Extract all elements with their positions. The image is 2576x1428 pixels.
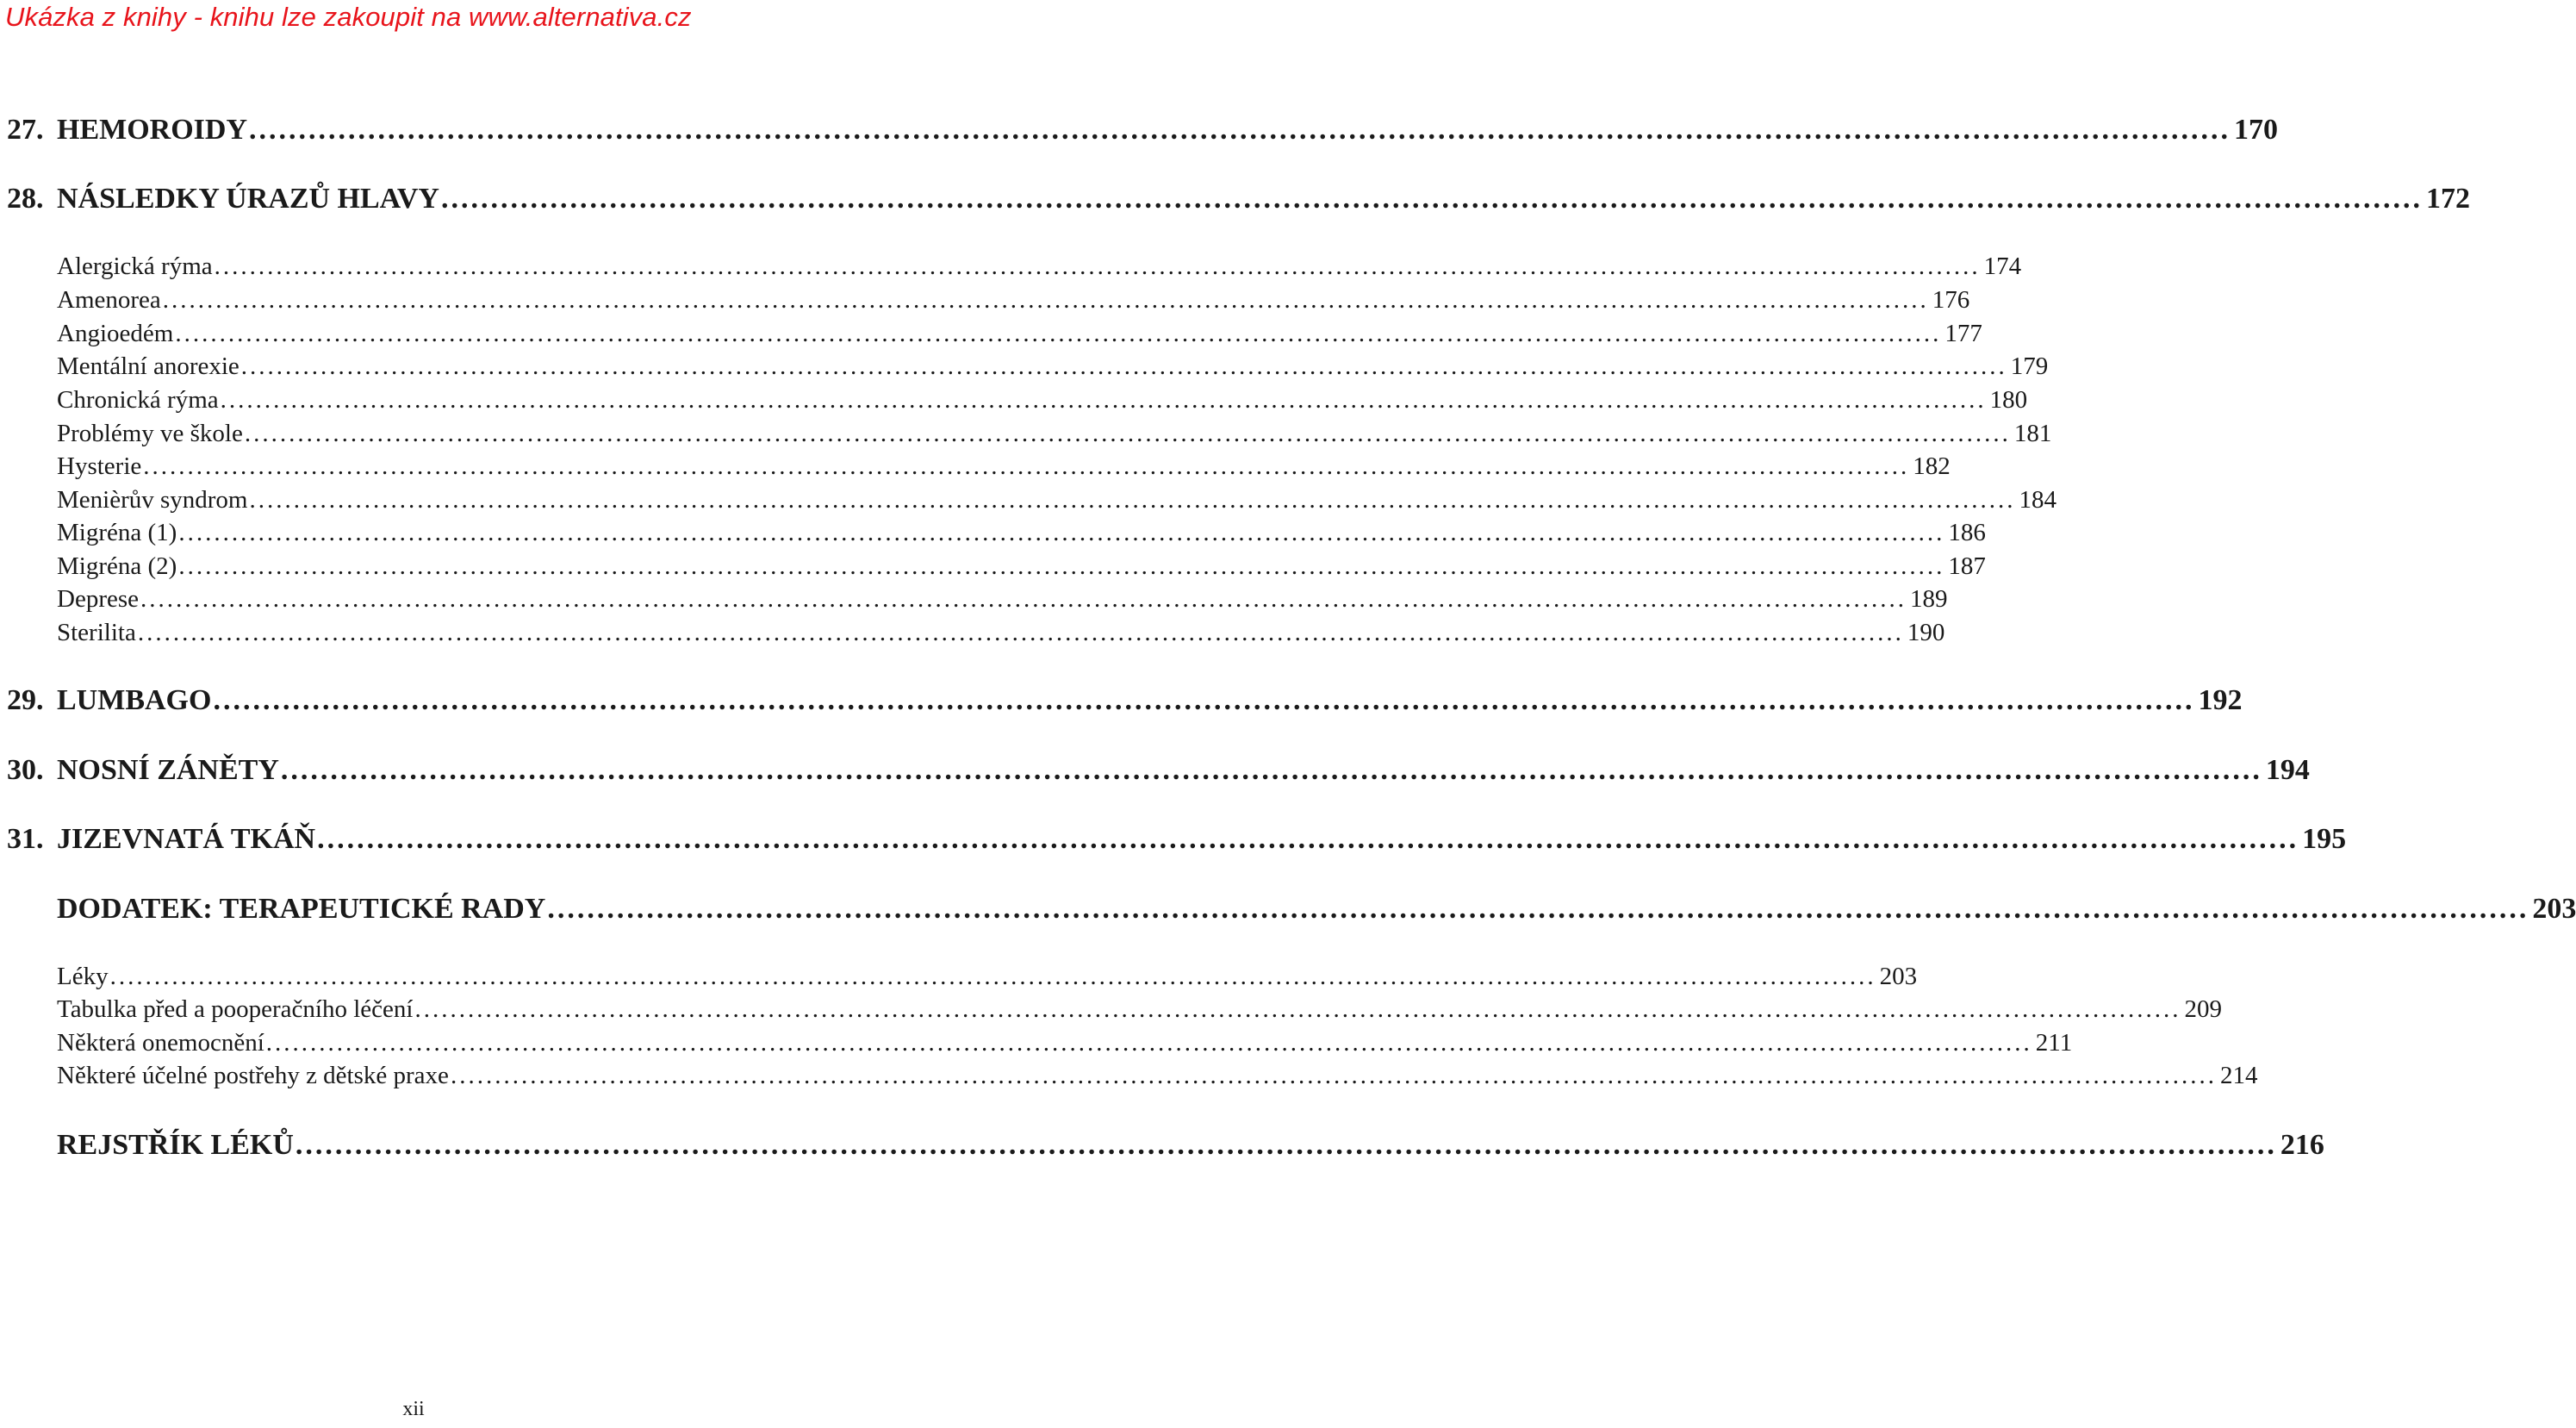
page-ref: 203 bbox=[2532, 893, 2576, 925]
entry-title: Deprese bbox=[57, 585, 140, 613]
toc-sub-entry[interactable] bbox=[57, 286, 1970, 315]
entry-title: Mentální anorexie bbox=[57, 352, 240, 380]
page-ref: 194 bbox=[2265, 754, 2310, 786]
toc-sub-entry[interactable] bbox=[57, 585, 1948, 614]
page-ref: 184 bbox=[2019, 486, 2056, 514]
entry-title: Některé účelné postřehy z dětské praxe bbox=[57, 1062, 449, 1089]
page-ref: 182 bbox=[1913, 452, 1951, 480]
entry-title: Některá onemocnění bbox=[57, 1029, 264, 1057]
page-ref: 187 bbox=[1948, 552, 1986, 580]
page-ref: 195 bbox=[2302, 823, 2347, 855]
entry-title: Tabulka před a pooperačního léčení bbox=[57, 995, 414, 1023]
toc-sub-entry[interactable] bbox=[57, 552, 1986, 581]
toc-chapter-29[interactable] bbox=[7, 684, 2243, 717]
leader-dots: ........................................................................................................................................................................................................ bbox=[317, 823, 2299, 855]
chapter-number: 31. bbox=[7, 823, 44, 855]
toc-index[interactable] bbox=[57, 1129, 2324, 1162]
watermark-banner: Ukázka z knihy - knihu lze zakoupit na www.alternativa.cz bbox=[5, 2, 692, 32]
page-ref: 203 bbox=[1879, 963, 1918, 990]
leader-dots: ........................................................................................................................................................................................................ bbox=[109, 963, 1876, 990]
leader-dots: ........................................................................................................................................................................................................ bbox=[295, 1129, 2277, 1161]
page-ref: 216 bbox=[2280, 1129, 2324, 1161]
toc-sub-entry[interactable] bbox=[57, 486, 2056, 514]
chapter-number: 29. bbox=[7, 684, 44, 716]
page-ref: 177 bbox=[1944, 320, 1982, 347]
toc-sub-entry[interactable] bbox=[57, 452, 1951, 481]
chapter-title: JIZEVNATÁ TKÁŇ bbox=[57, 823, 316, 855]
leader-dots: ........................................................................................................................................................................................................ bbox=[240, 352, 2007, 380]
leader-dots: ........................................................................................................................................................................................................ bbox=[178, 552, 1945, 580]
leader-dots: ........................................................................................................................................................................................................ bbox=[214, 253, 1981, 280]
leader-dots: ........................................................................................................................................................................................................ bbox=[213, 684, 2195, 716]
page-ref: 211 bbox=[2035, 1029, 2073, 1057]
chapter-number: 27. bbox=[7, 114, 44, 146]
leader-dots: ........................................................................................................................................................................................................ bbox=[440, 183, 2423, 215]
toc-appendix[interactable] bbox=[57, 893, 2576, 926]
page-ref: 181 bbox=[2013, 420, 2052, 447]
page-number: xii bbox=[402, 1398, 425, 1420]
toc-sub-entry[interactable] bbox=[57, 420, 2052, 448]
page-ref: 189 bbox=[1910, 585, 1948, 613]
chapter-title: NÁSLEDKY ÚRAZŮ HLAVY bbox=[57, 183, 439, 215]
toc-chapter-27[interactable] bbox=[7, 114, 2278, 147]
chapter-title: HEMOROIDY bbox=[57, 114, 247, 146]
leader-dots: ........................................................................................................................................................................................................ bbox=[137, 619, 1904, 646]
toc-sub-entry[interactable] bbox=[57, 963, 1918, 991]
chapter-title: LUMBAGO bbox=[57, 684, 212, 716]
page-ref: 174 bbox=[1983, 253, 2022, 280]
leader-dots: ........................................................................................................................................................................................................ bbox=[162, 286, 1929, 314]
leader-dots: ........................................................................................................................................................................................................ bbox=[280, 754, 2262, 786]
chapter-title: NOSNÍ ZÁNĚTY bbox=[57, 754, 279, 786]
page-ref: 190 bbox=[1907, 619, 1945, 646]
leader-dots: ........................................................................................................................................................................................................ bbox=[244, 420, 2011, 447]
toc-chapter-31[interactable] bbox=[7, 823, 2347, 856]
toc-sub-entry[interactable] bbox=[57, 253, 2022, 281]
toc-chapter-30[interactable] bbox=[7, 754, 2310, 787]
leader-dots: ........................................................................................................................................................................................................ bbox=[175, 320, 1942, 347]
entry-title: Angioedém bbox=[57, 320, 174, 347]
leader-dots: ........................................................................................................................................................................................................ bbox=[249, 114, 2231, 146]
chapter-number: 28. bbox=[7, 183, 44, 215]
entry-title: Migréna (2) bbox=[57, 552, 177, 580]
entry-title: Léky bbox=[57, 963, 109, 990]
entry-title: Problémy ve škole bbox=[57, 420, 243, 447]
toc-sub-entry[interactable] bbox=[57, 995, 2222, 1024]
entry-title: Menièrův syndrom bbox=[57, 486, 248, 514]
page-ref: 179 bbox=[2010, 352, 2049, 380]
leader-dots: ........................................................................................................................................................................................................ bbox=[140, 585, 1907, 613]
toc-sub-entry[interactable] bbox=[57, 352, 2049, 381]
leader-dots: ........................................................................................................................................................................................................ bbox=[220, 386, 1987, 414]
chapter-title: REJSTŘÍK LÉKŮ bbox=[57, 1129, 294, 1161]
entry-title: Chronická rýma bbox=[57, 386, 219, 414]
page-ref: 209 bbox=[2184, 995, 2222, 1023]
toc-sub-entry[interactable] bbox=[57, 1029, 2073, 1057]
leader-dots: ........................................................................................................................................................................................................ bbox=[450, 1062, 2217, 1089]
chapter-number: 30. bbox=[7, 754, 44, 786]
page-ref: 192 bbox=[2198, 684, 2243, 716]
page-ref: 180 bbox=[1989, 386, 2028, 414]
entry-title: Migréna (1) bbox=[57, 519, 177, 546]
chapter-title: DODATEK: TERAPEUTICKÉ RADY bbox=[57, 893, 546, 925]
page-ref: 214 bbox=[2219, 1062, 2258, 1089]
leader-dots: ........................................................................................................................................................................................................ bbox=[547, 893, 2529, 925]
toc-sub-entry[interactable] bbox=[57, 1062, 2258, 1090]
page-ref: 176 bbox=[1932, 286, 1970, 314]
leader-dots: ........................................................................................................................................................................................................ bbox=[249, 486, 2016, 514]
entry-title: Sterilita bbox=[57, 619, 136, 646]
toc-sub-entry[interactable] bbox=[57, 386, 2028, 415]
entry-title: Alergická rýma bbox=[57, 253, 213, 280]
toc-chapter-28[interactable] bbox=[7, 183, 2470, 215]
page-ref: 172 bbox=[2425, 183, 2470, 215]
toc-sub-entry[interactable] bbox=[57, 519, 1986, 547]
toc-sub-entry[interactable] bbox=[57, 619, 1945, 647]
leader-dots: ........................................................................................................................................................................................................ bbox=[265, 1029, 2032, 1057]
toc-sub-entry[interactable] bbox=[57, 320, 1982, 348]
page-ref: 186 bbox=[1948, 519, 1986, 546]
leader-dots: ........................................................................................................................................................................................................ bbox=[178, 519, 1945, 546]
entry-title: Amenorea bbox=[57, 286, 161, 314]
page-ref: 170 bbox=[2234, 114, 2278, 146]
leader-dots: ........................................................................................................................................................................................................ bbox=[143, 452, 1910, 480]
leader-dots: ........................................................................................................................................................................................................ bbox=[414, 995, 2181, 1023]
entry-title: Hysterie bbox=[57, 452, 142, 480]
